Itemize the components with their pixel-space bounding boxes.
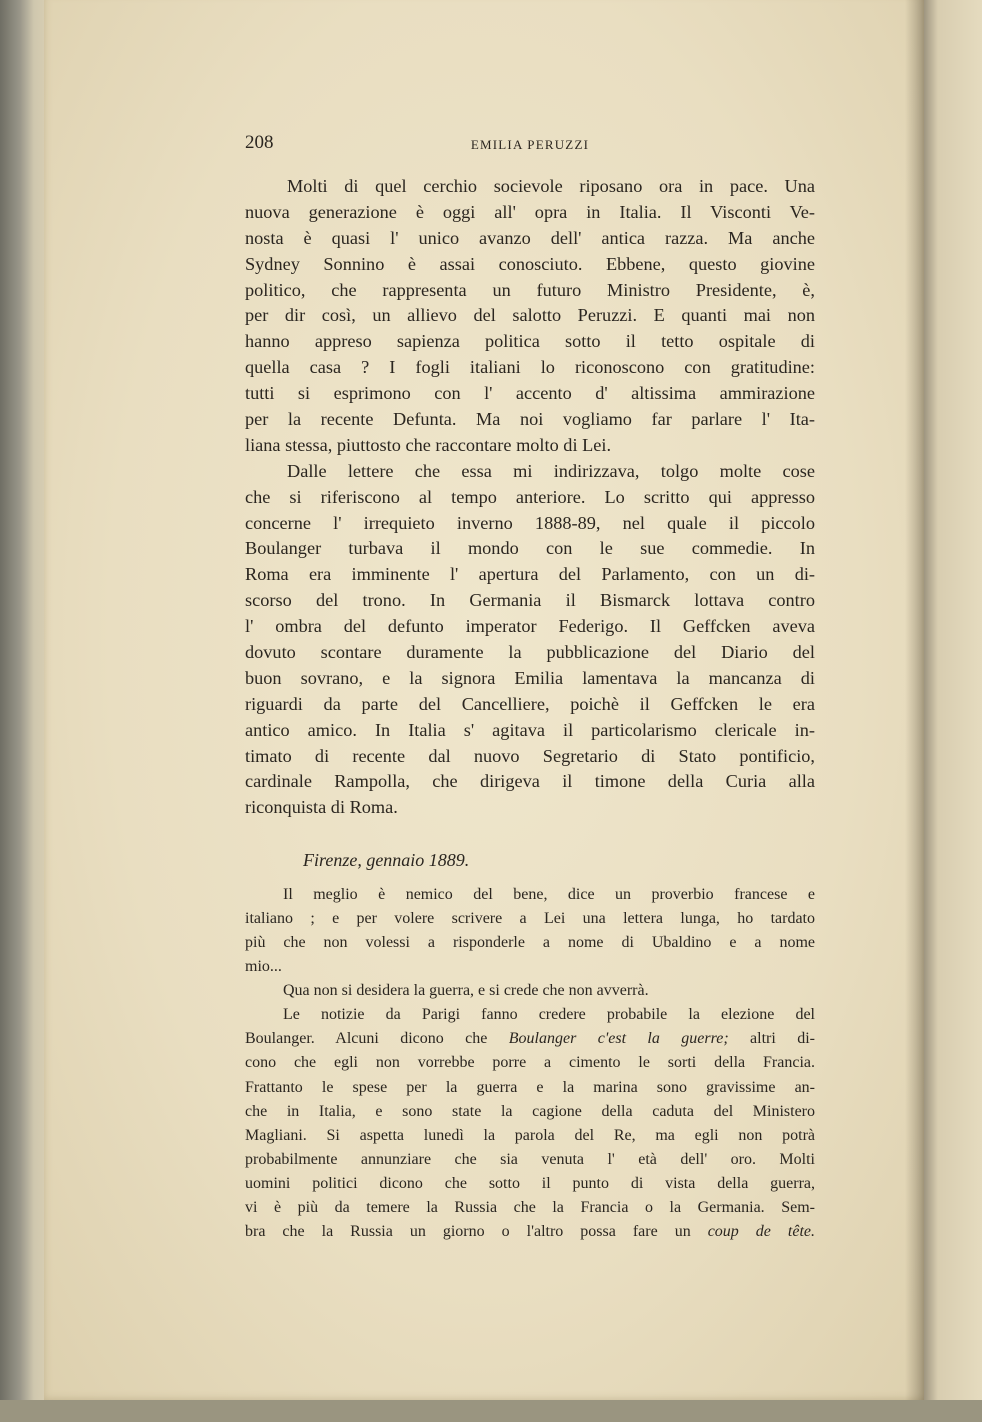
text-line: mio... (245, 958, 282, 976)
text-line: dovuto scontare duramente la pubblicazione del Diario del (245, 642, 815, 663)
text-line: buon sovrano, e la signora Emilia lamentava la mancanza di (245, 667, 815, 688)
text-line: Sydney Sonnino è assai conosciuto. Ebbene, questo giovine (245, 253, 815, 274)
text-line (245, 1027, 815, 1051)
text-line: scorso del trono. In Germania il Bismarck lottava contro (245, 590, 815, 611)
text-segment: Boulanger. Alcuni dicono che (245, 1030, 509, 1048)
text-line: tutti si esprimono con l' accento d' altissima ammirazione (245, 383, 815, 404)
running-title: EMILIA PERUZZI (470, 137, 590, 152)
text-line: cardinale Rampolla, che dirigeva il timone della Curia alla (245, 771, 815, 792)
text-line: riguardi da parte del Cancelliere, poichè il Geffcken le era (245, 693, 815, 714)
italic-phrase: coup de tête. (707, 1222, 816, 1240)
text-line: Boulanger turbava il mondo con le sue commedie. In (245, 538, 815, 559)
text-line: nuova generazione è oggi all' opra in Italia. Il Visconti Ve- (245, 201, 815, 222)
text-line: Roma era imminente l' apertura del Parlamento, con un di- (245, 564, 815, 585)
text-line: hanno appreso sapienza politica sotto il tetto ospitale di (245, 331, 815, 352)
text-line: probabilmente annunziare che sia venuta l' età dell' oro. Molti (245, 1150, 815, 1168)
text-segment: bra che la Russia un giorno o l'altro possa fare un (245, 1222, 708, 1240)
text-line (245, 1220, 815, 1244)
book-binding-edge (0, 0, 48, 1422)
text-line: liana stessa, piuttosto che raccontare molto di Lei. (245, 434, 612, 455)
text-line: l' ombra del defunto imperator Federigo. Il Geffcken aveva (245, 616, 815, 637)
text-line: antico amico. In Italia s' agitava il particolarismo clericale in- (245, 719, 815, 740)
main-text (245, 174, 815, 821)
text-line: Magliani. Si aspetta lunedì la parola del Re, ma egli non potrà (245, 1126, 815, 1144)
text-line: per dir così, un allievo del salotto Peruzzi. E quanti mai non (245, 305, 815, 326)
text-line: Molti di quel cerchio socievole riposano ora in pace. Una (287, 176, 815, 196)
text-line: quella casa ? I fogli italiani lo riconoscono con gratitudine: (245, 357, 815, 378)
scan-bottom-edge (0, 1400, 982, 1422)
text-line: Frattanto le spese per la guerra e la marina sono gravissime an- (245, 1078, 815, 1096)
page-number: 208 (245, 132, 274, 153)
text-line: per la recente Defunta. Ma noi vogliamo far parlare l' Ita- (245, 409, 815, 430)
letter-text (245, 883, 815, 1244)
text-line: riconquista di Roma. (245, 797, 398, 818)
text-line: che in Italia, e sono state la cagione della caduta del Ministero (245, 1102, 815, 1120)
text-line: italiano ; e per volere scrivere a Lei una lettera lunga, ho tardato (245, 910, 815, 928)
text-line: che si riferiscono al tempo anteriore. Lo scritto qui appresso (245, 486, 815, 507)
text-line: politico, che rappresenta un futuro Ministro Presidente, è, (245, 279, 815, 300)
text-line: Il meglio è nemico del bene, dice un proverbio francese e (283, 886, 815, 903)
text-line: cono che egli non vorrebbe porre a cimento le sorti della Francia. (245, 1054, 815, 1072)
text-line: Le notizie da Parigi fanno credere probabile la elezione del (283, 1006, 815, 1024)
text-line: timato di recente dal nuovo Segretario di Stato pontificio, (245, 745, 815, 766)
text-segment: altri di- (728, 1030, 815, 1048)
text-line: nosta è quasi l' unico avanzo dell' antica razza. Ma anche (245, 227, 815, 248)
page-header (245, 132, 815, 156)
text-line: Qua non si desidera la guerra, e si crede che non avverrà. (283, 982, 649, 1000)
text-line: concerne l' irrequieto inverno 1888-89, nel quale il piccolo (245, 512, 815, 533)
letter-dateline: Firenze, gennaio 1889. (303, 850, 470, 870)
text-line: vi è più da temere la Russia che la Francia o la Germania. Sem- (245, 1198, 815, 1216)
text-line: uomini politici dicono che sotto il punto di vista della guerra, (245, 1174, 815, 1192)
italic-phrase: Boulanger c'est la guerre; (508, 1030, 729, 1048)
text-line: più che non volessi a risponderle a nome di Ubaldino e a nome (245, 934, 815, 952)
text-line: Dalle lettere che essa mi indirizzava, tolgo molte cose (287, 460, 815, 481)
adjacent-page-edge (924, 0, 982, 1422)
